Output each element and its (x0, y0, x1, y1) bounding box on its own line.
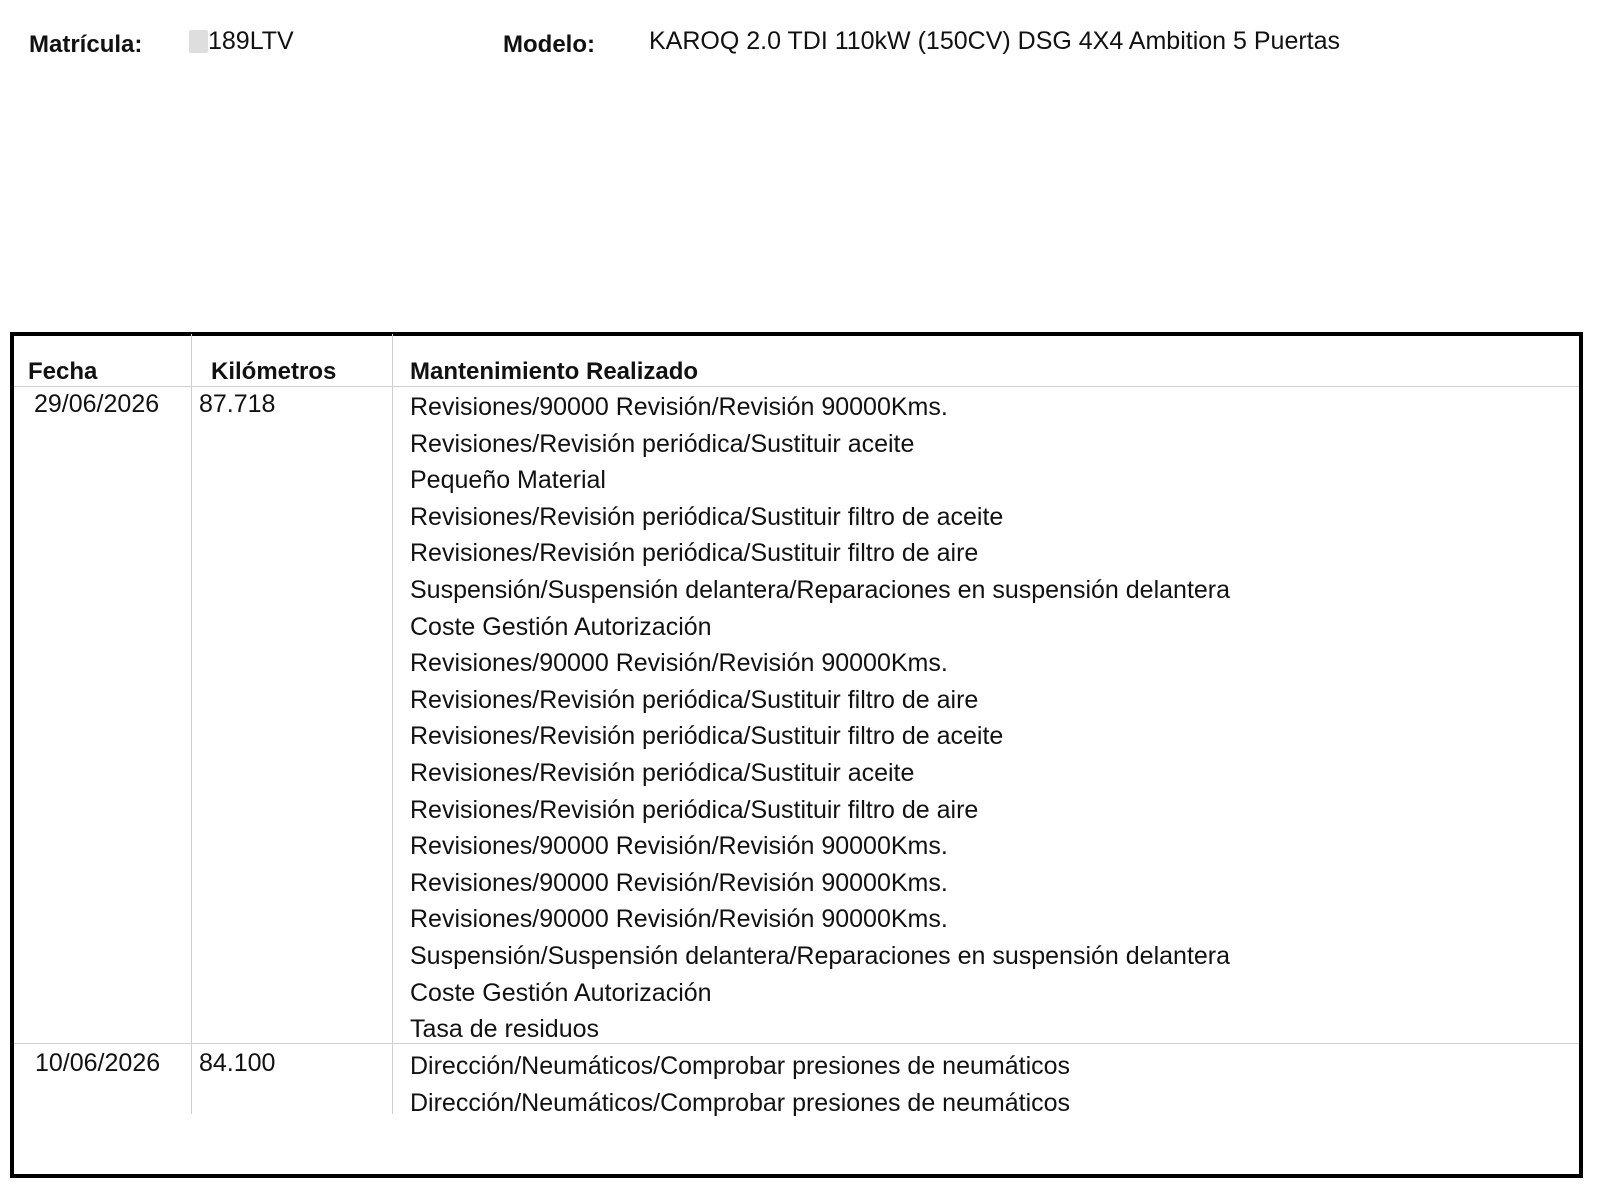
modelo-label: Modelo: (503, 31, 595, 58)
maintenance-item: Tasa de residuos (410, 1015, 600, 1044)
maintenance-list (410, 1052, 1070, 1125)
maintenance-item: Revisiones/Revisión periódica/Sustituir filtro de aire (410, 539, 979, 568)
maintenance-item: Pequeño Material (410, 466, 606, 495)
record-date: 29/06/2026 (34, 390, 160, 418)
maintenance-item: Revisiones/90000 Revisión/Revisión 90000Kms. (410, 393, 948, 421)
header-row-divider (14, 386, 1579, 387)
maintenance-item: Revisiones/Revisión periódica/Sustituir filtro de aceite (410, 722, 1004, 751)
maintenance-item: Suspensión/Suspensión delantera/Reparaciones en suspensión delantera (410, 941, 1231, 970)
maintenance-item: Revisiones/90000 Revisión/Revisión 90000Kms. (410, 832, 948, 861)
maintenance-item: Coste Gestión Autorización (410, 978, 712, 1007)
maintenance-item: Dirección/Neumáticos/Comprobar presiones de neumáticos (410, 1088, 1071, 1117)
column-header-mantenimiento: Mantenimiento Realizado (410, 358, 699, 385)
column-divider-fecha (191, 334, 192, 1114)
maintenance-item: Revisiones/90000 Revisión/Revisión 90000Kms. (410, 868, 948, 897)
column-header-fecha: Fecha (28, 358, 98, 385)
maintenance-item: Revisiones/90000 Revisión/Revisión 90000Kms. (410, 905, 948, 934)
matricula-label: Matrícula: (29, 31, 143, 58)
maintenance-item: Suspensión/Suspensión delantera/Reparaciones en suspensión delantera (410, 575, 1231, 604)
record-km: 84.100 (199, 1049, 276, 1077)
maintenance-item: Coste Gestión Autorización (410, 612, 712, 641)
maintenance-list (410, 393, 1230, 1052)
record-km: 87.718 (199, 390, 276, 418)
column-divider-km (392, 334, 393, 1114)
matricula-value: 189LTV (208, 27, 294, 55)
maintenance-item: Revisiones/Revisión periódica/Sustituir filtro de aire (410, 795, 979, 824)
maintenance-item: Revisiones/Revisión periódica/Sustituir filtro de aceite (410, 502, 1004, 531)
maintenance-item: Revisiones/90000 Revisión/Revisión 90000Kms. (410, 649, 948, 678)
column-header-kilometros: Kilómetros (211, 358, 337, 385)
maintenance-item: Revisiones/Revisión periódica/Sustituir aceite (410, 429, 915, 458)
record-date: 10/06/2026 (35, 1049, 161, 1077)
maintenance-item: Revisiones/Revisión periódica/Sustituir aceite (410, 758, 915, 787)
maintenance-item: Revisiones/Revisión periódica/Sustituir filtro de aire (410, 685, 979, 714)
redacted-plate-prefix (189, 30, 208, 53)
maintenance-item: Dirección/Neumáticos/Comprobar presiones de neumáticos (410, 1052, 1071, 1080)
modelo-value: KAROQ 2.0 TDI 110kW (150CV) DSG 4X4 Ambition 5 Puertas (649, 27, 1341, 55)
